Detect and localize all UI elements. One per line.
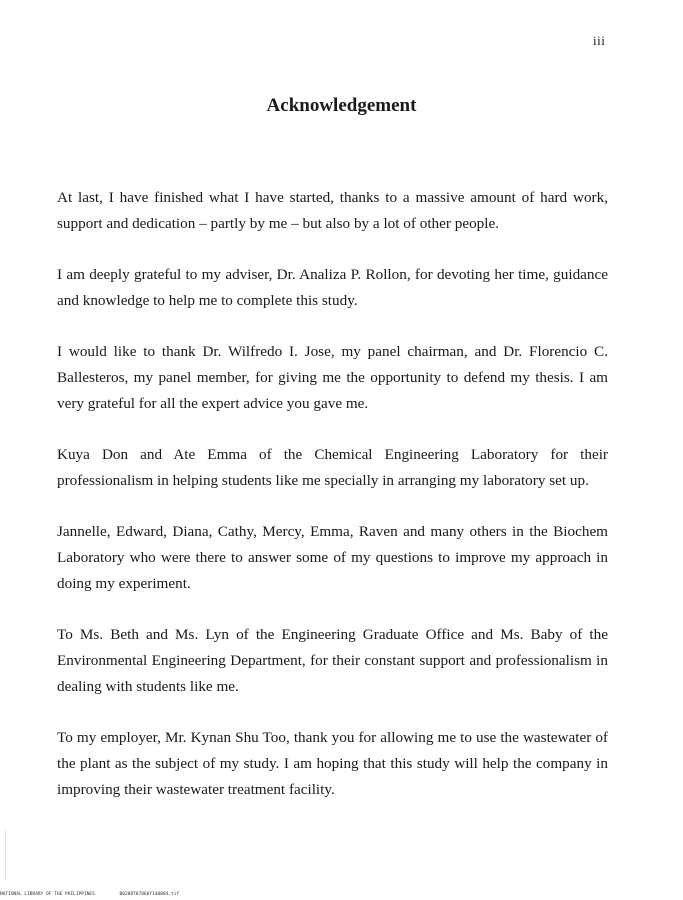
paragraph-6: To Ms. Beth and Ms. Lyn of the Engineering Graduate Office and Ms. Baby of the Environmental Engineering Department, for their constant support and professionalism in dealing with students like me. [57,626,608,695]
acknowledgement-body [57,185,608,828]
page-title: Acknowledgement [266,95,417,116]
paragraph-1: At last, I have finished what I have started, thanks to a massive amount of hard work, support and dedication – partly by me – but also by a lot of other people. [57,189,608,232]
paragraph-4: Kuya Don and Ate Emma of the Chemical Engineering Laboratory for their professionalism in helping students like me specially in arranging my laboratory set up. [57,446,608,489]
paragraph-7: To my employer, Mr. Kynan Shu Too, thank you for allowing me to use the wastewater of the plant as the subject of my study. I am hoping that this study will help the company in improving their wastewater treatment facility. [57,729,608,798]
footer-library-name: NATIONAL LIBRARY OF THE PHILIPPINES [0,892,95,897]
scan-edge-line [5,830,6,880]
paragraph-2: I am deeply grateful to my adviser, Dr. Analiza P. Rollon, for devoting her time, guidance and knowledge to help me to complete this study. [57,266,608,309]
paragraph-3: I would like to thank Dr. Wilfredo I. Jose, my panel chairman, and Dr. Florencio C. Ballesteros, my panel member, for giving me the opportunity to defend my thesis. I am very grateful for all the expert advice you gave me. [57,343,608,412]
paragraph-5: Jannelle, Edward, Diana, Cathy, Mercy, Emma, Raven and many others in the Biochem Laboratory who were there to answer some of my questions to improve my approach in doing my experiment. [57,523,608,592]
scan-footer [0,892,179,897]
page-number: iii [593,33,606,48]
footer-file-code: B0208T07860Y140804.tif [119,892,180,897]
